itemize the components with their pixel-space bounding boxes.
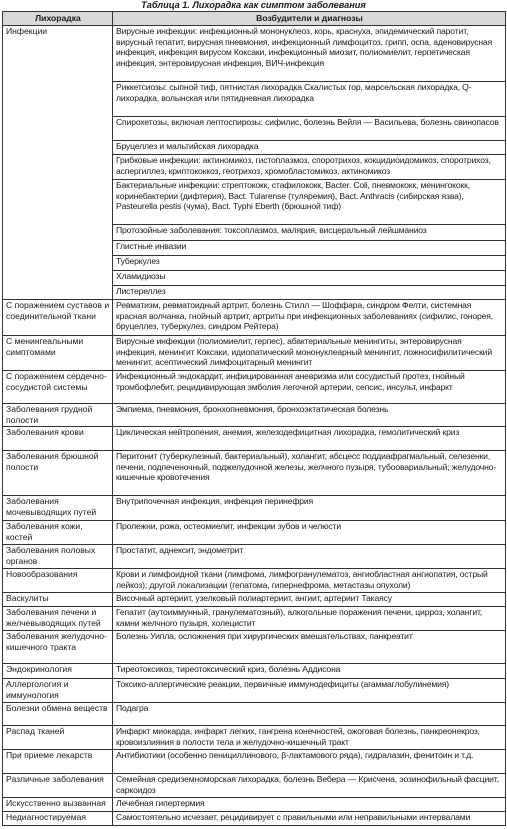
condition-cell: Распад тканей bbox=[3, 726, 113, 750]
diagnosis-cell: Эмпиема, пневмония, бронхопневмония, бронхоэктатическая болезнь bbox=[113, 404, 506, 427]
header-fever: Лихорадка bbox=[3, 12, 113, 26]
diagnosis-cell: Крови и лимфоидной ткани (лимфома, лимфогранулематоз, ангиобластная ангиопатия, острый лейкоз); другой локализации (гепатома, гипернефрома, метастазы опухоли) bbox=[113, 569, 506, 593]
diagnosis-cell: Инфекционный эндокардит, инфицированная аневризма или сосудистый протез, гнойный тромбофлебит, рецидивирующая эмболия легочной артерии, сепсис, инсульт, инфаркт bbox=[113, 371, 506, 404]
diagnosis-cell: Бруцеллез и мальтийская лихорадка bbox=[113, 141, 506, 155]
diagnosis-cell: Токсико-аллергические реакции, первичные иммунодефициты (агаммаглобулинемия) bbox=[113, 679, 506, 703]
condition-cell: С поражением сердечно-сосудистой системы bbox=[3, 371, 113, 404]
table-row bbox=[3, 404, 506, 427]
diagnosis-cell: Вирусные инфекции: инфекционный мононуклеоз, корь, краснуха, эпидемический паротит, вирусный гепатит, вирусная пневмония, инфекционный лимфоцитоз, грипп, оспа, аденовирусная инфекция, инфекция вирусом Коксаки, инфекционный миозит, полиомиелит, герпетическая инфекция, энтеровирусная инфекция, ВИЧ-инфекция bbox=[113, 26, 506, 82]
condition-cell: Недиагностируемая bbox=[3, 812, 113, 826]
diagnosis-cell: Туберкулез bbox=[113, 256, 506, 271]
table-row bbox=[3, 427, 506, 451]
table-row bbox=[3, 679, 506, 703]
table-row bbox=[3, 26, 506, 82]
condition-cell: Заболевания желудочно-кишечного тракта bbox=[3, 631, 113, 664]
table-row bbox=[3, 496, 506, 521]
diagnosis-cell: Гепатит (аутоиммунный, гранулематозный), алкогольные поражения печени, цирроз, холангит, камни желчного пузыря, холецистит bbox=[113, 607, 506, 631]
condition-cell: При приеме лекарств bbox=[3, 750, 113, 774]
diagnosis-cell: Инфаркт миокарда, инфаркт легких, гангрена конечностей, ожоговая болезнь, панкреонекроз, кровоизлияния в полости тела и желудочно-кишечный тракт bbox=[113, 726, 506, 750]
condition-cell: Различные заболевания bbox=[3, 774, 113, 798]
diagnosis-cell: Протозойные заболевания: токсоплазмоз, малярия, висцеральный лейшманиоз bbox=[113, 225, 506, 241]
diagnosis-cell: Лечебная гипертермия bbox=[113, 798, 506, 812]
condition-cell: С поражением суставов и соединительной ткани bbox=[3, 300, 113, 336]
table-row bbox=[3, 521, 506, 545]
diagnosis-cell: Внутрипочечная инфекция, инфекция перинефрия bbox=[113, 496, 506, 521]
diagnosis-cell: Подагра bbox=[113, 703, 506, 726]
condition-cell: Заболевания грудной полости bbox=[3, 404, 113, 427]
diagnosis-cell: Глистные инвазии bbox=[113, 241, 506, 256]
table-row bbox=[3, 545, 506, 569]
condition-cell: С менингеальными симптомами bbox=[3, 336, 113, 371]
diagnosis-cell: Циклическая нейтропения, анемия, железодефицитная лихорадка, гемолитический криз bbox=[113, 427, 506, 451]
condition-cell: Заболевания кожи, костей bbox=[3, 521, 113, 545]
table-row bbox=[3, 451, 506, 496]
table-row bbox=[3, 607, 506, 631]
table-header-row bbox=[3, 12, 506, 26]
diagnosis-cell: Височный артериит, узелковый полиартериит, ангиит, артериит Такаясу bbox=[113, 593, 506, 607]
fever-table bbox=[2, 11, 506, 826]
table-row bbox=[3, 798, 506, 812]
condition-cell: Заболевания печени и желчевыводящих путей bbox=[3, 607, 113, 631]
diagnosis-cell: Перитонит (туберкулезный, бактериальный), холангит, абсцесс поддиафрагмальный, селезенки, печени, подпеченочный, поджелудочной железы, желчного пузыря, тубоовариальный; желудочно-кишечные кровотечения bbox=[113, 451, 506, 496]
table-row bbox=[3, 664, 506, 679]
table-row bbox=[3, 569, 506, 593]
diagnosis-cell: Тиреотоксикоз, тиреотоксический криз, болезнь Аддисона bbox=[113, 664, 506, 679]
table-row bbox=[3, 726, 506, 750]
diagnosis-cell: Риккетсиозы: сыпной тиф, пятнистая лихорадка Скалистых гор, марсельская лихорадка, Q-лихорадка, волынская или пятидневная лихорадка bbox=[113, 82, 506, 117]
table-row bbox=[3, 774, 506, 798]
diagnosis-cell: Хламидиозы bbox=[113, 271, 506, 286]
condition-cell: Заболевания половых органов bbox=[3, 545, 113, 569]
diagnosis-cell: Семейная средиземноморская лихорадка, болезнь Вебера — Крисчена, эозинофильный фасциит, саркоидоз bbox=[113, 774, 506, 798]
header-causes-diagnoses: Возбудители и диагнозы bbox=[113, 12, 506, 26]
condition-cell: Инфекции bbox=[3, 26, 113, 300]
diagnosis-cell: Антибиотики (особенно пенициллинового, β-лактамового ряда), гидралазин, фенитоин и т.д. bbox=[113, 750, 506, 774]
condition-cell: Болезни обмена веществ bbox=[3, 703, 113, 726]
diagnosis-cell: Простатит, аднексит, эндометрит bbox=[113, 545, 506, 569]
table-row bbox=[3, 336, 506, 371]
diagnosis-cell: Пролежни, рожа, остеомиелит, инфекции зубов и челюсти bbox=[113, 521, 506, 545]
condition-cell: Аллергология и иммунология bbox=[3, 679, 113, 703]
condition-cell: Заболевания мочевыводящих путей bbox=[3, 496, 113, 521]
diagnosis-cell: Болезнь Уипла, осложнения при хирургических вмешательствах, панкреатит bbox=[113, 631, 506, 664]
condition-cell: Заболевания брюшной полости bbox=[3, 451, 113, 496]
condition-cell: Заболевания крови bbox=[3, 427, 113, 451]
condition-cell: Искусственно вызванная bbox=[3, 798, 113, 812]
table-row bbox=[3, 812, 506, 826]
table-body bbox=[3, 26, 506, 826]
condition-cell: Новообразования bbox=[3, 569, 113, 593]
diagnosis-cell: Ревматизм, ревматоидный артрит, болезнь Стилл — Шоффара, синдром Фелти, системная красная волчанка, гнойный артрит, артриты при инфекционных заболеваниях (сифилис, гонорея, бруцеллез, туберкулез, синдром Рейтера) bbox=[113, 300, 506, 336]
table-row bbox=[3, 371, 506, 404]
diagnosis-cell: Листереллез bbox=[113, 286, 506, 300]
table-row bbox=[3, 750, 506, 774]
diagnosis-cell: Бактериальные инфекции: стрептококк, стафилококк, Bacter. Coli, пневмококк, менингококк, коринебактерии (дифтерия), Bact. Tularense (туляремия), Bact. Anthracis (сибирская язва), Pasteurella pestis (чума), Bact. Typhi Eberth (брюшной тиф) bbox=[113, 180, 506, 225]
table-row bbox=[3, 631, 506, 664]
table-row bbox=[3, 593, 506, 607]
table-row bbox=[3, 300, 506, 336]
table-row bbox=[3, 703, 506, 726]
diagnosis-cell: Вирусные инфекции (полиомиелит, герпес), абактериальные менингиты, энтеровирусная инфекция, менингит Коксаки, идиопатический мононуклеарный менингит, ложносифилитический менингит, асептический лимфоцитарный менингит bbox=[113, 336, 506, 371]
condition-cell: Васкулиты bbox=[3, 593, 113, 607]
table-caption: Таблица 1. Лихорадка как симптом заболевания bbox=[141, 0, 366, 10]
diagnosis-cell: Самостоятельно исчезает, рецидивирует с правильными или неправильными интервалами bbox=[113, 812, 506, 826]
condition-cell: Эндокринология bbox=[3, 664, 113, 679]
diagnosis-cell: Грибковые инфекции: актиномикоз, гистоплазмоз, споротрихоз, кокцидиоидомикоз, споротрихоз, аспергиллез, криптококкоз, геотрихоз, хромобластомикоз, актиномикоз bbox=[113, 155, 506, 180]
diagnosis-cell: Спирохетозы, включая лептоспирозы: сифилис, болезнь Вейля — Васильева, болезнь свинопасов bbox=[113, 117, 506, 141]
